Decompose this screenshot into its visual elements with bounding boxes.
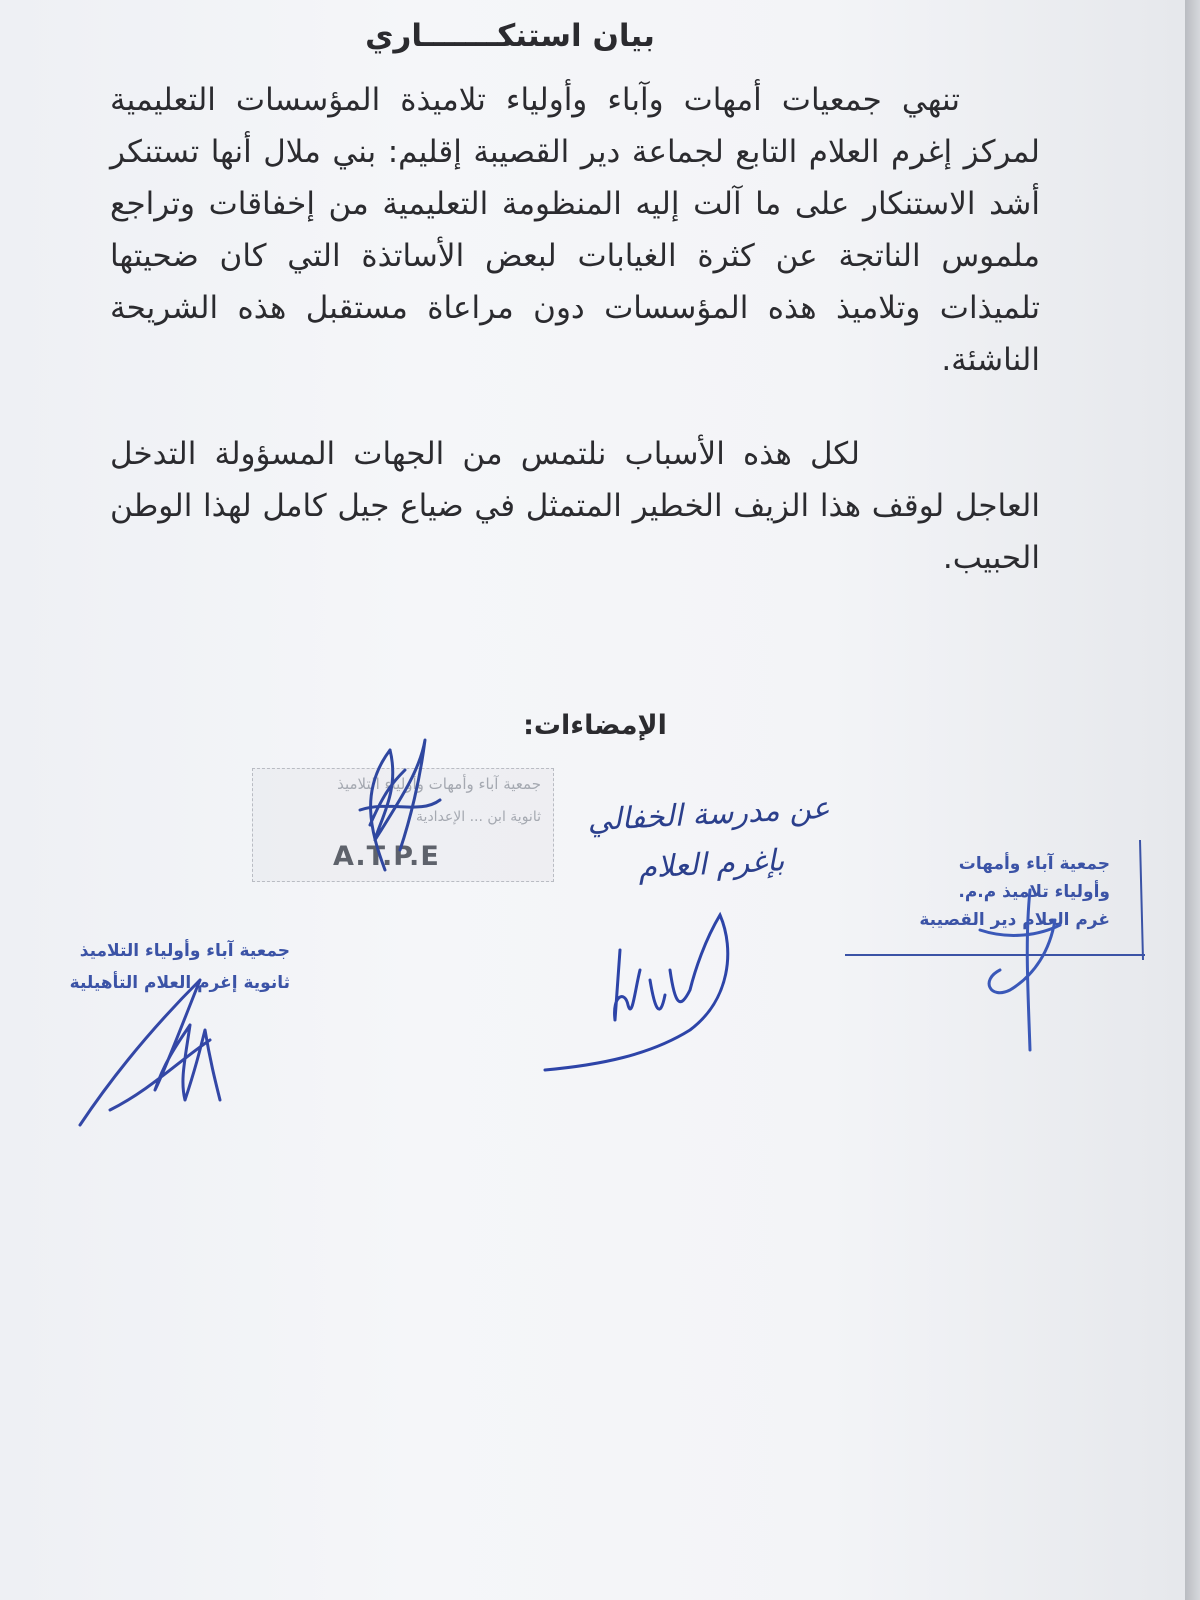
handwritten-note-line1: عن مدرسة الخفالي — [586, 790, 831, 839]
right-stamp-line2: وأولياء تلاميذ م.م. — [958, 882, 1110, 902]
signature-left-icon — [70, 960, 250, 1140]
paragraph-1: تنهي جمعيات أمهات وآباء وأولياء تلاميذة المؤسسات التعليمية لمركز إغرم العلام التابع لجماعة دير القصيبة إقليم: بني ملال أنها تستنكر أشد الاستنكار على ما آلت إليه المنظومة التعليمية من إخفاقات وتراجع ملموس الناتجة عن كثرة الغيابات لبعض الأساتذة التي كان ضحيتها تلميذات وتلاميذ هذه المؤسسات دون مراعاة مستقبل هذه الشريحة الناشئة. — [110, 82, 1040, 378]
handwritten-note — [558, 782, 863, 898]
document-title: بيان استنكـــــــاري — [365, 18, 655, 54]
left-stamp-line2: ثانوية إغرم العلام التأهيلية — [69, 973, 290, 993]
right-stamp-line1: جمعية آباء وأمهات — [958, 854, 1110, 874]
signature-center-icon — [540, 910, 750, 1090]
handwritten-note-line2: بإغرم العلام — [637, 843, 786, 886]
left-stamp-line1: جمعية آباء وأولياء التلاميذ — [79, 941, 290, 961]
right-stamp-line3: غرم العلام دير القصيبة — [919, 910, 1110, 930]
document-body — [110, 74, 1040, 584]
signature-right-icon — [960, 880, 1070, 1060]
paragraph-2: لكل هذه الأسباب نلتمس من الجهات المسؤولة التدخل العاجل لوقف هذا الزيف الخطير المتمثل في ضياع جيل كامل لهذا الوطن الحبيب. — [110, 436, 1040, 576]
atpe-stamp-line1: جمعية آباء وأمهات وأولياء التلاميذ — [337, 775, 541, 793]
signatures-heading: الإمضاءات: — [523, 710, 667, 741]
page-shadow-edge — [1185, 0, 1200, 1600]
atpe-stamp-code: A.T.P.E — [333, 841, 440, 872]
atpe-stamp-line2: ثانوية ابن ... الإعدادية — [416, 809, 541, 825]
signature-atpe-icon — [330, 730, 450, 880]
